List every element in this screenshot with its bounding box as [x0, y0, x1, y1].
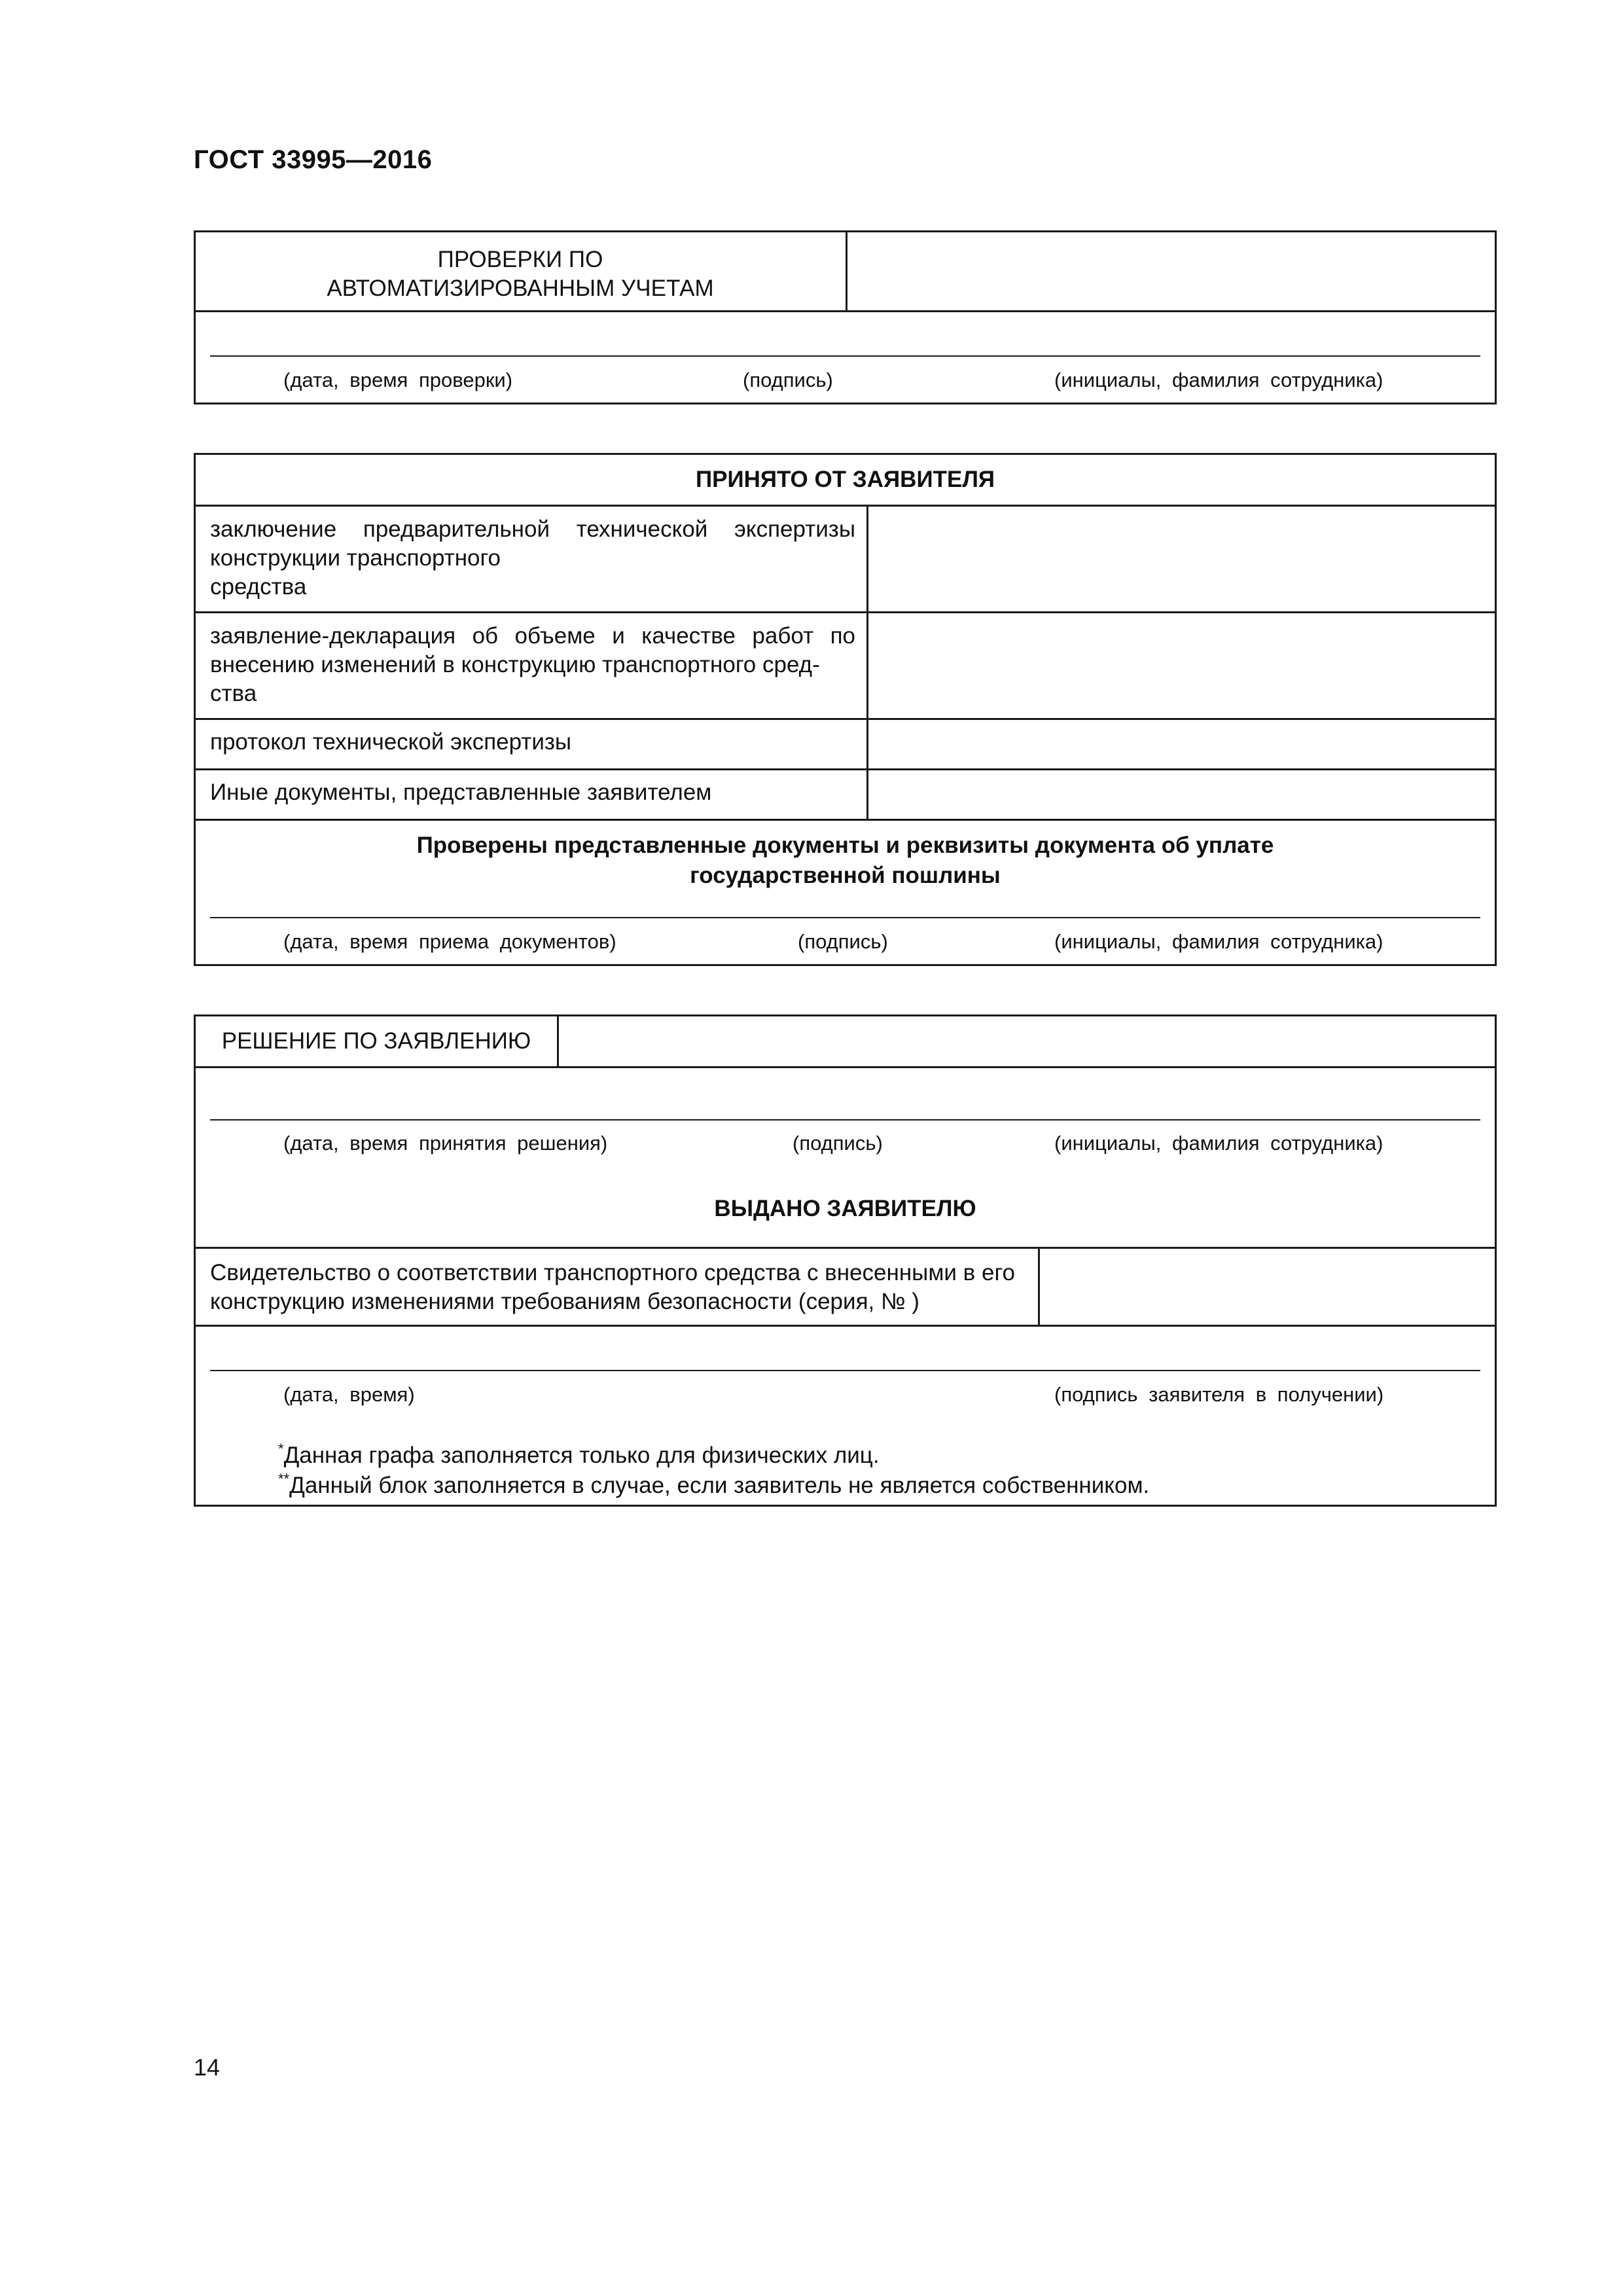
caption-signature: (подпись) [793, 1132, 883, 1155]
caption-employee-name: (инициалы, фамилия сотрудника) [1054, 930, 1383, 953]
signature-line [210, 355, 1480, 357]
automated-checks-input-cell[interactable] [196, 312, 1495, 351]
divider [866, 505, 868, 819]
decision-block [194, 1014, 1497, 1507]
certificate-value[interactable] [1041, 1249, 1495, 1325]
footnote-1-text: Данная графа заполняется только для физических лиц. [283, 1443, 880, 1468]
page-number: 14 [194, 2054, 221, 2081]
caption-signature: (подпись) [743, 368, 833, 391]
signature-line [210, 1370, 1480, 1371]
caption-applicant-signature: (подпись заявителя в получении) [1054, 1383, 1384, 1406]
document-code: ГОСТ 33995—2016 [194, 145, 433, 174]
footnote-2-mark: ** [278, 1471, 290, 1487]
received-from-applicant-block [194, 453, 1497, 966]
signature-line [210, 1119, 1480, 1121]
certificate-label: Свидетельство о соответствии транспортного средства с внесенными в его конструкцию изменениями требованиям безопасности (серия, № ) [210, 1260, 1015, 1314]
row-declaration-label: заявление-декларация об объеме и качестве работ по внесению изменений в конструкцию транспортного сред- ства [210, 623, 855, 706]
divider [557, 1016, 559, 1067]
receipt-input-cell[interactable] [196, 1327, 1495, 1367]
row-preliminary-expertise-value[interactable] [870, 507, 1495, 611]
caption-date-time: (дата, время проверки) [283, 368, 513, 391]
divider [846, 232, 847, 311]
caption-decision-date-time: (дата, время принятия решения) [283, 1132, 608, 1155]
row-expertise-protocol-label: протокол технической экспертизы [210, 729, 572, 755]
caption-signature: (подпись) [798, 930, 888, 953]
row-other-documents-label: Иные документы, представленные заявителем [210, 780, 712, 805]
documents-checked-note: Проверены представленные документы и реквизиты документа об уплате государственной пошлины [416, 833, 1274, 888]
decision-title: РЕШЕНИЕ ПО ЗАЯВЛЕНИЮ [221, 1028, 531, 1054]
footnote-1-mark: * [278, 1441, 284, 1457]
issued-to-applicant-title: ВЫДАНО ЗАЯВИТЕЛЮ [714, 1196, 976, 1221]
decision-value[interactable] [560, 1016, 1495, 1066]
automated-checks-block [194, 230, 1497, 404]
row-other-documents-value[interactable] [870, 770, 1495, 819]
divider [1038, 1247, 1040, 1327]
caption-employee-name: (инициалы, фамилия сотрудника) [1054, 368, 1383, 391]
row-declaration-value[interactable] [870, 613, 1495, 718]
caption-employee-name: (инициалы, фамилия сотрудника) [1054, 1132, 1383, 1155]
signature-line [210, 917, 1480, 918]
row-preliminary-expertise-label: заключение предварительной технической экспертизы конструкции транспортного средства [210, 516, 855, 600]
caption-date-time: (дата, время) [283, 1383, 415, 1406]
received-title: ПРИНЯТО ОТ ЗАЯВИТЕЛЯ [695, 467, 995, 492]
footnote-2 [278, 1464, 1149, 1501]
decision-input-cell[interactable] [196, 1068, 1495, 1121]
caption-receipt-date-time: (дата, время приема документов) [283, 930, 616, 953]
footnote-2-text: Данный блок заполняется в случае, если заявитель не является собственником. [289, 1473, 1150, 1498]
automated-checks-title: ПРОВЕРКИ ПО АВТОМАТИЗИРОВАННЫМ УЧЕТАМ [327, 247, 714, 301]
divider [196, 819, 1495, 821]
row-expertise-protocol-value[interactable] [870, 720, 1495, 768]
